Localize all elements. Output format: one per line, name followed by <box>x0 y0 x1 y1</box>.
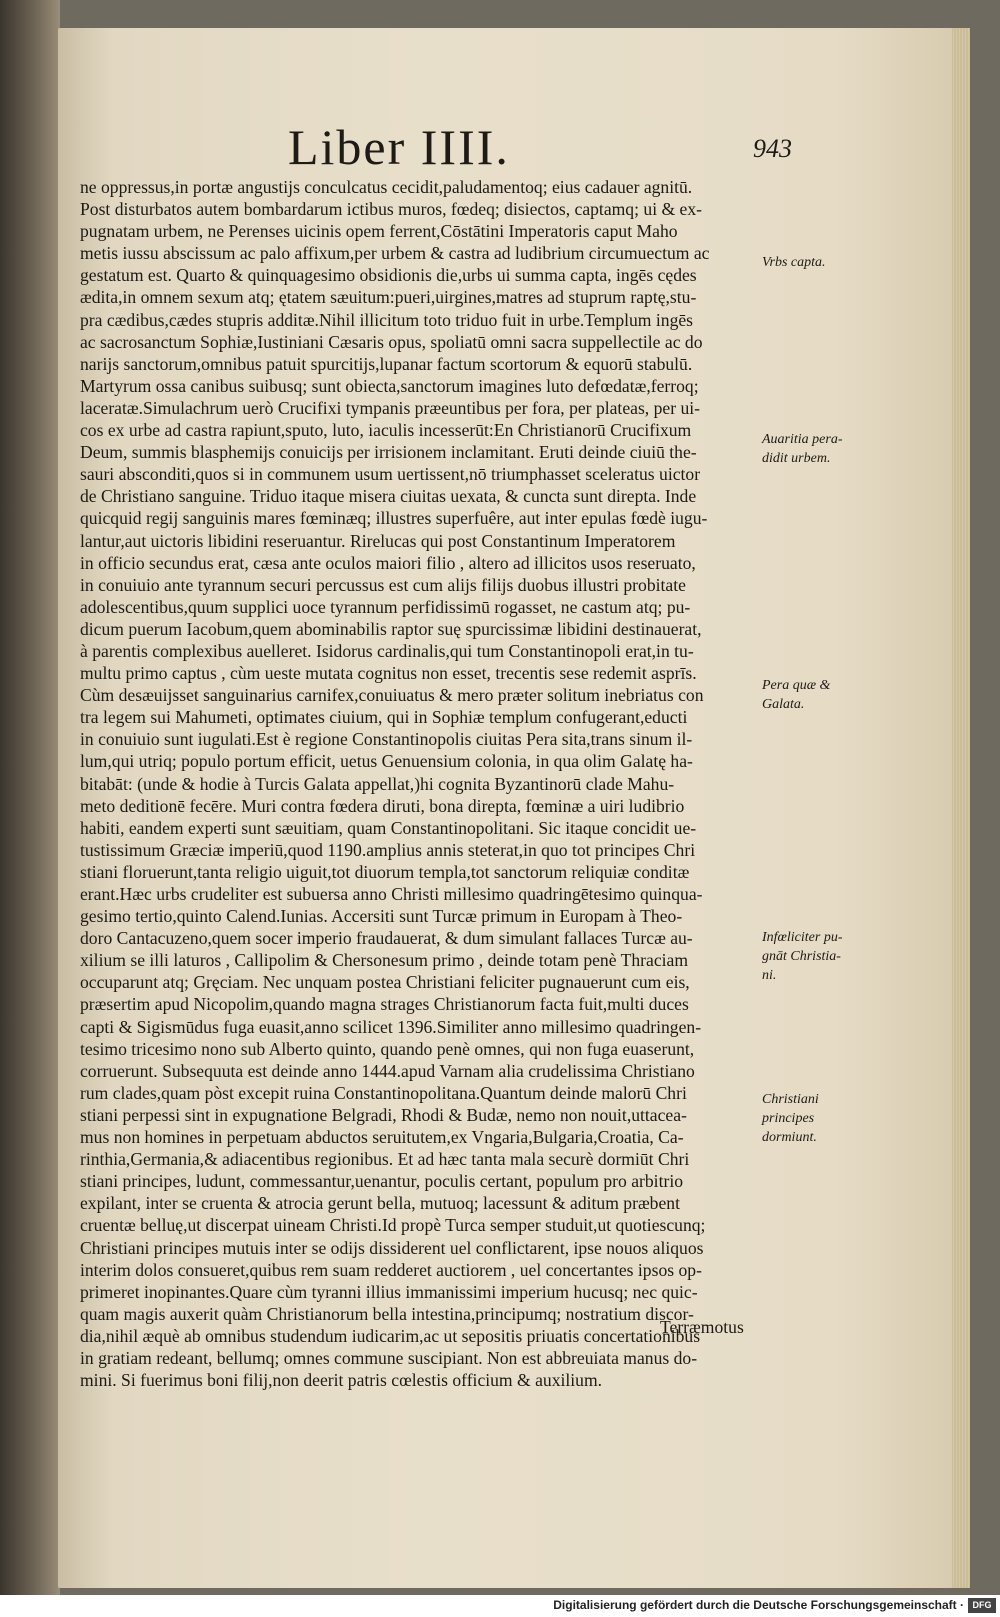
text-line: quam magis auxerit quàm Christianorum bella intestina,principumq; nostratium discor- <box>80 1303 694 1324</box>
margin-note-line: gnāt Christia- <box>762 949 841 964</box>
text-line: tesimo tricesimo nono sub Alberto quinto, quando penè omnes, qui non fuga euaserunt, <box>80 1038 695 1059</box>
margin-note <box>762 928 862 985</box>
margin-note <box>762 1090 862 1147</box>
text-line: sauri absconditi,quos si in communem usum uertissent,nō triumphasset sceleratus uictor <box>80 464 701 485</box>
text-line: pugnatam urbem, ne Perenses uicinis opem ferrent,Cōstātini Imperatoris caput Maho <box>80 221 678 242</box>
text-line: lum,qui utriq; populo portum efficit, uetus Genuensium colonia, in qua olim Galatę ha- <box>80 751 693 772</box>
text-line: dicum puerum Iacobum,quem abominabilis raptor suę spurcissimæ libidini destinauerat, <box>80 618 702 639</box>
text-line: capti & Sigismūdus fuga euasit,anno scilicet 1396.Similiter anno millesimo quadringen- <box>80 1016 702 1037</box>
text-line: pra cædibus,cædes stupris additæ.Nihil illicitum toto triduo fuit in urbe.Templum ingēs <box>80 309 694 330</box>
text-line: à parentis complexibus auelleret. Isidorus cardinalis,qui tum Constantinopoli erat,in tu- <box>80 640 694 661</box>
margin-note-line: Infœliciter pu- <box>762 930 843 945</box>
text-line: occuparunt atq; Gręciam. Nec unquam postea Christiani feliciter pugnauerunt cum eis, <box>80 972 690 993</box>
text-line: Post disturbatos autem bombardarum ictibus muros, fœdeq; disiectos, captamq; ui & ex- <box>80 199 703 220</box>
text-line: Martyrum ossa canibus suibusq; sunt obiecta,sanctorum imagines luto defœdatæ,ferroq; <box>80 375 699 396</box>
text-line: rinthia,Germania,& adiacentibus regionibus. Et ad hæc tanta mala securè dormiūt Chri <box>80 1149 690 1170</box>
footer-bar <box>0 1595 1000 1617</box>
text-line: ne oppressus,in portæ angustijs conculcatus cecidit,paludamentoq; eius cadauer agnitū. <box>80 177 693 197</box>
running-title: Liber IIII. <box>288 119 510 175</box>
margin-note <box>762 676 862 714</box>
text-line: in conuiuio ante tyrannum securi percussus est cum alijs filijs duobus illustri probitate <box>80 574 686 595</box>
text-line: doro Cantacuzeno,quem socer imperio fraudauerat, & dum simulant fallaces Turcæ au- <box>80 928 693 949</box>
text-line: dia,nihil æquè ab omnibus studendum iudicarim,ac ut sepositis priuatis concertationibus <box>80 1325 701 1346</box>
text-line: gesimo tertio,quinto Calend.Iunias. Accersiti sunt Turcæ primum in Europam à Theo- <box>80 906 683 927</box>
text-line: gestatum est. Quarto & quinquagesimo obsidionis die,urbs ui summa capta, ingēs cędes <box>80 265 697 286</box>
text-line: metis iussu abscissum ac palo affixum,per urbem & castra ad ludibrium circumuectum ac <box>80 243 710 264</box>
dfg-logo: DFG <box>968 1598 996 1613</box>
margin-note-line: principes <box>762 1111 815 1126</box>
text-line: meto deditionē fecēre. Muri contra fœdera diruti, bona direpta, fœminæ a uiri ludibrio <box>80 795 685 816</box>
text-line: stiani principes, ludunt, commessantur,uenantur, poculis certant, populum pro arbitrio <box>80 1171 683 1192</box>
text-line: in officio secundus erat, cæsa ante oculos maiori filio , altero ad illicitos usos reseruato, <box>80 552 696 573</box>
margin-note-line: Galata. <box>762 697 805 712</box>
text-line: tra legem sui Mahumeti, optimates ciuium, qui in Sophiæ templum confugerant,educti <box>80 707 688 728</box>
digitization-credit: Digitalisierung gefördert durch die Deutsche Forschungsgemeinschaft · <box>553 1598 964 1612</box>
margin-note-line: dormiunt. <box>762 1130 817 1145</box>
text-line: cos ex urbe ad castra rapiunt,sputo, luto, iaculis incesserūt:En Christianorū Crucifixum <box>80 420 692 441</box>
text-line: stiani floruerunt,tanta religio uiguit,tot diuorum templa,tot sanctorum reliquiæ conditæ <box>80 861 690 882</box>
text-line: præsertim apud Nicopolim,quando magna strages Christianorum facta fuit,multi duces <box>80 994 689 1015</box>
text-line: Cùm desæuijsset sanguinarius carnifex,conuiuatus & mero præter solitum inebriatus con <box>80 685 704 706</box>
text-line: mus non homines in perpetuam abductos seruitutem,ex Vngaria,Bulgaria,Croatia, Ca- <box>80 1127 684 1148</box>
book-spine <box>0 0 60 1617</box>
margin-note-line: Vrbs capta. <box>762 255 826 270</box>
text-line: lantur,aut uictoris libidini reseruantur. Rirelucas qui post Constantinum Imperatorem <box>80 530 676 551</box>
text-line: tustissimum Græciæ imperiū,quod 1190.amplius annis steterat,in quo tot principes Chri <box>80 839 696 860</box>
text-line: corruerunt. Subsequuta est deinde anno 1444.apud Varnam alia crudelissima Christiano <box>80 1060 695 1081</box>
body-text <box>80 176 756 1391</box>
margin-note-line: Auaritia pera- <box>762 432 843 447</box>
text-line: primeret inopinantes.Quare cùm tyranni illius immanissimi imperium hucusq; nec quic- <box>80 1281 698 1302</box>
text-line: laceratæ.Simulachrum uerò Crucifixi tympanis præeuntibus per fora, per plateas, per ui- <box>80 397 700 418</box>
margin-note <box>762 430 862 468</box>
margin-note-line: didit urbem. <box>762 451 831 466</box>
text-line: expilant, inter se cruenta & atrocia gerunt bella, mutuoq; lacessunt & aditum præbent <box>80 1193 680 1214</box>
text-line: de Christiano sanguine. Triduo itaque misera ciuitas uexata, & cuncta sunt direpta. Inde <box>80 486 697 507</box>
text-line: ædita,in omnem sexum atq; ętatem sæuitum:pueri,uirgines,matres ad stuprum raptę,stu- <box>80 287 697 308</box>
margin-note <box>762 253 862 272</box>
text-line: adolescentibus,quum supplici uoce tyrannum perfidissimū rogasset, ne castum atq; pu- <box>80 596 691 617</box>
text-line: stiani perpessi sint in expugnatione Belgradi, Rhodi & Budæ, nemo non nouit,uttacea- <box>80 1104 687 1125</box>
text-line: Deum, summis blasphemijs conuicijs per irrisionem inclamitant. Eruti deinde ciuiū the- <box>80 442 697 463</box>
margin-note-line: Christiani <box>762 1092 819 1107</box>
text-line: ac sacrosanctum Sophiæ,Iustiniani Cæsaris opus, spoliatū omni sacra suppellectile ac do <box>80 331 703 352</box>
text-line: xilium se illi laturos , Callipolim & Chersonesum primo , deinde totam penè Thraciam <box>80 950 689 971</box>
text-line: in gratiam redeant, bellumq; omnes commune suscipiant. Non est abbreuiata manus do- <box>80 1347 698 1368</box>
text-line: cruentæ belluę,ut discerpat uineam Christi.Id propè Turca semper studuit,ut quotiescunq; <box>80 1215 706 1236</box>
text-line: habiti, eandem experti sunt sæuitiam, quam Constantinopolitani. Sic itaque concidit ue- <box>80 817 697 838</box>
text-line: in conuiuio sunt iugulati.Est è regione Constantinopolis ciuitas Pera sita,trans sinum il- <box>80 729 693 750</box>
margin-note-line: Pera quæ & <box>762 678 831 693</box>
text-line: bitabāt: (unde & hodie à Turcis Galata appellat,)hi cognita Byzantinorū clade Mahu- <box>80 773 675 794</box>
page-edge <box>952 28 970 1588</box>
text-line: multu primo captus , cùm ueste mutata cognitus non esset, trecentis sese redemit asprīs. <box>80 663 697 684</box>
folio-number: 943 <box>753 134 792 163</box>
text-line: rum clades,quam pòst excepit ruina Constantinopolitana.Quantum deinde malorū Chri <box>80 1082 687 1103</box>
text-line: mini. Si fuerimus boni filij,non deerit patris cœlestis officium & auxilium. <box>80 1370 603 1391</box>
text-line: interim dolos consueret,quibus rem suam redderet auctiorem , uel concertantes ipsos op- <box>80 1259 702 1280</box>
text-line: Christiani principes mutuis inter se odijs dissiderent uel conflictarent, ipse nouos aliquos <box>80 1237 704 1258</box>
catchword: Terræmotus <box>660 1317 744 1337</box>
text-line: narijs sanctorum,omnibus patuit spurcitijs,lupanar factum scortorum & equorū stabulū. <box>80 353 693 374</box>
text-line: erant.Hæc urbs crudeliter est subuersa anno Christi millesimo quadringētesimo quinqua- <box>80 884 703 904</box>
text-line: quicquid regij sanguinis mares fœminæq; illustres superfuêre, aut inter epulas fœdè iugu- <box>80 508 708 529</box>
margin-note-line: ni. <box>762 968 777 983</box>
